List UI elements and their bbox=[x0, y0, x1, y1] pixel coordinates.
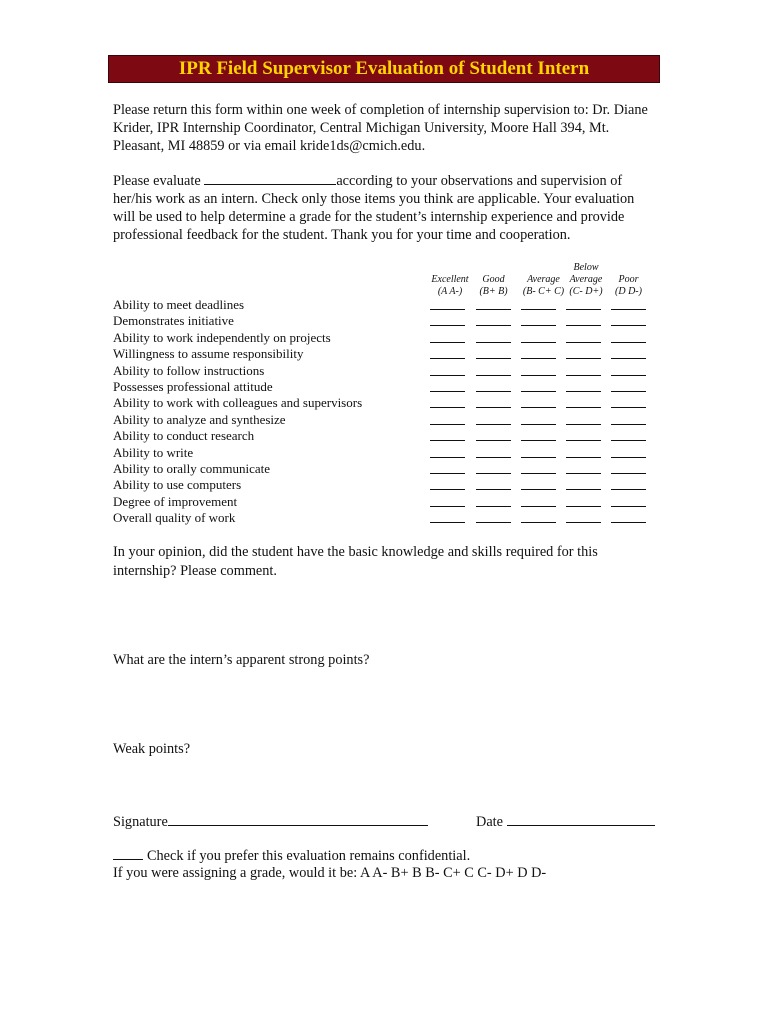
rating-blank[interactable] bbox=[430, 358, 465, 359]
intro-paragraph: Please return this form within one week of completion of internship supervision to: Dr. Diane Krider, IPR Internship Coordinator, Central Michigan University, Moore Hall 394, Mt. Pleasant, MI 48859 or via email kride1ds@cmich.edu. bbox=[113, 102, 648, 154]
criterion-label: Willingness to assume responsibility bbox=[113, 346, 304, 362]
rating-row bbox=[0, 494, 770, 510]
rating-blank[interactable] bbox=[430, 457, 465, 458]
rating-blank[interactable] bbox=[521, 325, 556, 326]
rating-blank[interactable] bbox=[476, 489, 511, 490]
criterion-label: Overall quality of work bbox=[113, 510, 236, 526]
rating-column-header-line: Good bbox=[482, 274, 505, 285]
date-field bbox=[476, 811, 655, 832]
criterion-label: Ability to meet deadlines bbox=[113, 297, 245, 312]
date-line[interactable] bbox=[507, 811, 655, 826]
rating-blank[interactable] bbox=[430, 407, 465, 408]
confidential-check bbox=[113, 847, 470, 865]
rating-blank[interactable] bbox=[476, 506, 511, 507]
rating-row bbox=[0, 510, 770, 526]
student-name-blank[interactable] bbox=[204, 172, 336, 185]
rating-blank[interactable] bbox=[476, 342, 511, 343]
rating-blank[interactable] bbox=[611, 325, 646, 326]
confidential-text: Check if you prefer this evaluation remains confidential. bbox=[147, 848, 471, 864]
rating-row bbox=[0, 330, 770, 346]
rating-blank[interactable] bbox=[521, 506, 556, 507]
rating-column-header-line: (D D-) bbox=[615, 286, 642, 297]
rating-column-header-line: Poor bbox=[618, 274, 639, 285]
rating-blank[interactable] bbox=[476, 309, 511, 310]
question-strong-points: What are the intern’s apparent strong points? bbox=[113, 652, 370, 668]
form-title-bar bbox=[108, 55, 660, 83]
rating-blank[interactable] bbox=[611, 506, 646, 507]
rating-blanks-grid bbox=[0, 297, 770, 526]
rating-blank[interactable] bbox=[566, 440, 601, 441]
rating-row bbox=[0, 428, 770, 444]
form-title: IPR Field Supervisor Evaluation of Student Intern bbox=[178, 58, 590, 79]
rating-blank[interactable] bbox=[521, 489, 556, 490]
rating-blank[interactable] bbox=[521, 457, 556, 458]
rating-blank[interactable] bbox=[521, 342, 556, 343]
rating-blank[interactable] bbox=[430, 473, 465, 474]
question-weak-points: Weak points? bbox=[113, 741, 191, 757]
rating-blank[interactable] bbox=[566, 342, 601, 343]
rating-column-header-line: (A A-) bbox=[437, 286, 463, 297]
rating-blank[interactable] bbox=[521, 358, 556, 359]
signature-label: Signature bbox=[113, 814, 168, 830]
rating-blank[interactable] bbox=[476, 325, 511, 326]
rating-blank[interactable] bbox=[611, 457, 646, 458]
rating-blank[interactable] bbox=[566, 424, 601, 425]
rating-blank[interactable] bbox=[566, 375, 601, 376]
criterion-label: Ability to use computers bbox=[113, 477, 242, 493]
rating-row bbox=[0, 363, 770, 379]
rating-blank[interactable] bbox=[430, 325, 465, 326]
rating-blank[interactable] bbox=[566, 391, 601, 392]
rating-row bbox=[0, 445, 770, 461]
rating-column-header-line bbox=[470, 262, 517, 274]
rating-blank[interactable] bbox=[611, 424, 646, 425]
rating-blank[interactable] bbox=[611, 375, 646, 376]
rating-column-header-line: Excellent bbox=[431, 274, 469, 285]
rating-blank[interactable] bbox=[566, 325, 601, 326]
rating-row bbox=[0, 412, 770, 428]
rating-row bbox=[0, 477, 770, 493]
criterion-label: Possesses professional attitude bbox=[113, 378, 273, 394]
rating-blank[interactable] bbox=[521, 424, 556, 425]
criterion-label: Ability to work with colleagues and supervisors bbox=[113, 395, 363, 411]
rating-blank[interactable] bbox=[476, 391, 511, 392]
signature-field bbox=[113, 811, 428, 832]
rating-column-header-line: (B+ B) bbox=[479, 286, 508, 297]
rating-blank[interactable] bbox=[430, 506, 465, 507]
evaluate-prefix: Please evaluate bbox=[113, 173, 201, 189]
criterion-label: Ability to write bbox=[113, 444, 194, 460]
rating-blank[interactable] bbox=[430, 342, 465, 343]
rating-row bbox=[0, 379, 770, 395]
criterion-label: Ability to follow instructions bbox=[113, 362, 265, 378]
rating-blank[interactable] bbox=[521, 391, 556, 392]
rating-blank[interactable] bbox=[611, 309, 646, 310]
rating-blank[interactable] bbox=[521, 407, 556, 408]
rating-column-header bbox=[424, 262, 476, 298]
rating-blank[interactable] bbox=[476, 473, 511, 474]
evaluate-suffix: according to your observations and supervision of her/his work as an intern. Check only those items you think are applicable. Your evaluation will be used to help determine a grade for the student’s internship experience and provide professional feedback for the student. Thank you for your time and cooperation. bbox=[113, 173, 635, 243]
rating-blank[interactable] bbox=[476, 407, 511, 408]
rating-row bbox=[0, 346, 770, 362]
rating-column-header-line: (C- D+) bbox=[569, 286, 603, 297]
question-basic-knowledge: In your opinion, did the student have the basic knowledge and skills required for this internship? Please comment. bbox=[113, 544, 598, 579]
rating-blank[interactable] bbox=[611, 342, 646, 343]
rating-blank[interactable] bbox=[476, 358, 511, 359]
rating-blank[interactable] bbox=[566, 358, 601, 359]
rating-blank[interactable] bbox=[476, 375, 511, 376]
rating-blank[interactable] bbox=[476, 440, 511, 441]
rating-blank[interactable] bbox=[611, 522, 646, 523]
rating-row bbox=[0, 395, 770, 411]
rating-blank[interactable] bbox=[566, 506, 601, 507]
rating-row bbox=[0, 461, 770, 477]
rating-column-header-line: (B- C+ C) bbox=[522, 286, 565, 297]
rating-blank[interactable] bbox=[521, 375, 556, 376]
criterion-label: Ability to conduct research bbox=[113, 428, 255, 444]
rating-blank[interactable] bbox=[476, 457, 511, 458]
rating-blank[interactable] bbox=[521, 522, 556, 523]
criterion-label: Degree of improvement bbox=[113, 493, 238, 509]
rating-blank[interactable] bbox=[611, 473, 646, 474]
rating-blank[interactable] bbox=[430, 391, 465, 392]
rating-blank[interactable] bbox=[566, 309, 601, 310]
rating-blank[interactable] bbox=[521, 309, 556, 310]
rating-blank[interactable] bbox=[430, 309, 465, 310]
rating-blank[interactable] bbox=[611, 440, 646, 441]
signature-line[interactable] bbox=[168, 811, 428, 826]
rating-blank[interactable] bbox=[566, 457, 601, 458]
rating-blank[interactable] bbox=[430, 424, 465, 425]
rating-blank[interactable] bbox=[566, 473, 601, 474]
rating-blank[interactable] bbox=[430, 489, 465, 490]
criterion-label: Ability to orally communicate bbox=[113, 460, 271, 476]
rating-column-header bbox=[470, 262, 517, 298]
rating-column-header-line: Below bbox=[573, 262, 599, 273]
rating-blank[interactable] bbox=[430, 522, 465, 523]
rating-blank[interactable] bbox=[611, 391, 646, 392]
confidential-check-blank[interactable] bbox=[113, 847, 143, 860]
rating-column-header-line: Average bbox=[527, 274, 560, 285]
rating-row bbox=[0, 297, 770, 313]
rating-blank[interactable] bbox=[476, 522, 511, 523]
rating-blank[interactable] bbox=[476, 424, 511, 425]
rating-blank[interactable] bbox=[430, 375, 465, 376]
rating-blank[interactable] bbox=[566, 489, 601, 490]
criterion-label: Ability to analyze and synthesize bbox=[113, 411, 286, 427]
criterion-label: Demonstrates initiative bbox=[113, 313, 234, 329]
criterion-label: Ability to work independently on projects bbox=[113, 329, 331, 345]
rating-blank[interactable] bbox=[611, 489, 646, 490]
rating-blank[interactable] bbox=[430, 440, 465, 441]
rating-column-header-line bbox=[605, 262, 652, 274]
rating-column-header bbox=[605, 262, 652, 298]
rating-blank[interactable] bbox=[611, 407, 646, 408]
evaluate-paragraph bbox=[113, 172, 658, 244]
rating-blank[interactable] bbox=[566, 522, 601, 523]
rating-blank[interactable] bbox=[521, 473, 556, 474]
rating-column-header-line bbox=[424, 262, 476, 274]
rating-blank[interactable] bbox=[521, 440, 556, 441]
rating-row bbox=[0, 313, 770, 329]
rating-blank[interactable] bbox=[611, 358, 646, 359]
date-label: Date bbox=[476, 814, 503, 830]
grade-question: If you were assigning a grade, would it be: A A- B+ B B- C+ C C- D+ D D- bbox=[113, 865, 547, 881]
rating-column-header-line: Average bbox=[569, 274, 603, 285]
rating-blank[interactable] bbox=[566, 407, 601, 408]
